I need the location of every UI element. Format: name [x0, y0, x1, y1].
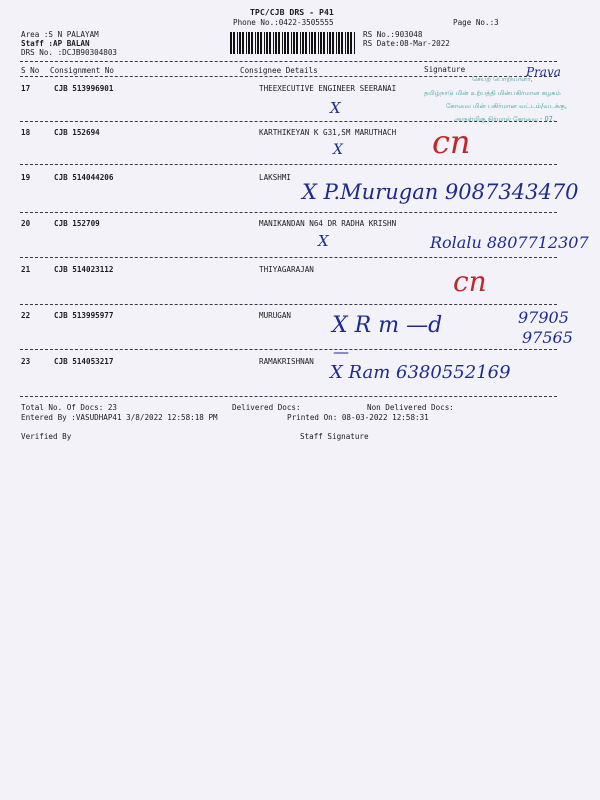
document-title: TPC/CJB DRS - P41: [250, 7, 334, 17]
col-consignment: Consignment No: [50, 66, 115, 75]
handwritten-signature: X Ram 6380552169: [330, 362, 511, 383]
rs-date: RS Date:08-Mar-2022: [363, 39, 450, 48]
handwritten-phone: 97905: [518, 308, 569, 327]
row-consignment: CJB 513995977: [54, 311, 114, 320]
row-sno: 21: [21, 265, 31, 274]
handwritten-signature: X P.Murugan 9087343470: [302, 180, 579, 204]
row-consignee: MURUGAN: [259, 311, 292, 320]
row-sno: 18: [21, 128, 31, 137]
handwritten-mark: X: [333, 142, 343, 158]
row-consignee: RAMAKRISHNAN: [259, 357, 314, 366]
row-divider: [20, 304, 557, 305]
row-consignment: CJB 514053217: [54, 357, 114, 366]
row-sno: 23: [21, 357, 31, 366]
total-docs: Total No. Of Docs: 23: [21, 403, 118, 412]
row-consignee: LAKSHMI: [259, 173, 292, 182]
row-consignment: CJB 152709: [54, 219, 100, 228]
stamp-line: கோவை மின் பகிர்மான வட்டம்/வடக்கு,: [446, 102, 567, 110]
verified-by: Verified By: [21, 432, 72, 441]
row-consignment: CJB 514044206: [54, 173, 114, 182]
row-sno: 20: [21, 219, 31, 228]
row-sno: 22: [21, 311, 31, 320]
page-number: Page No.:3: [453, 18, 499, 27]
row-consignment: CJB 513996901: [54, 84, 114, 93]
stamp-line: செயற் பொறியாளர்,: [472, 75, 533, 83]
handwritten-signature: X R m —d: [332, 313, 443, 338]
divider: [20, 61, 557, 62]
handwritten-cn-code: cn: [453, 265, 487, 298]
handwritten-phone: 97565: [522, 328, 573, 347]
handwritten-signature: Rolalu 8807712307: [430, 233, 589, 252]
row-consignee: KARTHIKEYAN K G31,SM MARUTHACH: [259, 128, 397, 137]
handwritten-mark: X: [330, 99, 341, 117]
handwritten-mark: X: [318, 232, 329, 250]
row-sno: 17: [21, 84, 31, 93]
phone-number: Phone No.:0422-3505555: [233, 18, 334, 27]
col-signature: Signature: [424, 65, 466, 74]
row-consignee: MANIKANDAN N64 DR RADHA KRISHN: [259, 219, 397, 228]
row-divider: [20, 212, 557, 213]
row-consignee: THEEXECUTIVE ENGINEER SEERANAI: [259, 84, 397, 93]
row-consignment: CJB 152694: [54, 128, 100, 137]
rs-number: RS No.:903048: [363, 30, 423, 39]
printed-on: Printed On: 08-03-2022 12:58:31: [287, 413, 429, 422]
handwritten-cn-code: cn: [432, 123, 471, 161]
row-consignment: CJB 514023112: [54, 265, 114, 274]
row-divider: [20, 164, 557, 165]
row-divider: [20, 349, 557, 350]
col-sno: S No: [21, 66, 40, 75]
row-sno: 19: [21, 173, 31, 182]
stamp-line: அருள்மிகு நிர்மால் கோவை - 07.: [454, 115, 555, 123]
delivered-docs: Delivered Docs:: [232, 403, 301, 412]
staff-signature: Staff Signature: [300, 432, 369, 441]
staff-field: Staff :AP BALAN: [21, 39, 90, 48]
row-divider: [20, 257, 557, 258]
area-field: Area :S N PALAYAM: [21, 30, 99, 39]
row-consignee: THIYAGARAJAN: [259, 265, 314, 274]
drs-number: DRS No. :DCJB90304803: [21, 48, 118, 57]
col-consignee: Consignee Details: [240, 66, 318, 75]
handwritten-signature: Prava: [526, 65, 561, 79]
entered-by: Entered By :VASUDHAP41 3/8/2022 12:58:18 PM: [21, 413, 218, 422]
stamp-line: தமிழ்நாடு மின் உற்பத்தி மின்பகிர்மான கழகம்: [424, 89, 561, 97]
row-divider: [20, 396, 557, 397]
non-delivered-docs: Non Delivered Docs:: [367, 403, 454, 412]
barcode: [230, 32, 356, 54]
handwritten-mark: —: [333, 342, 349, 361]
